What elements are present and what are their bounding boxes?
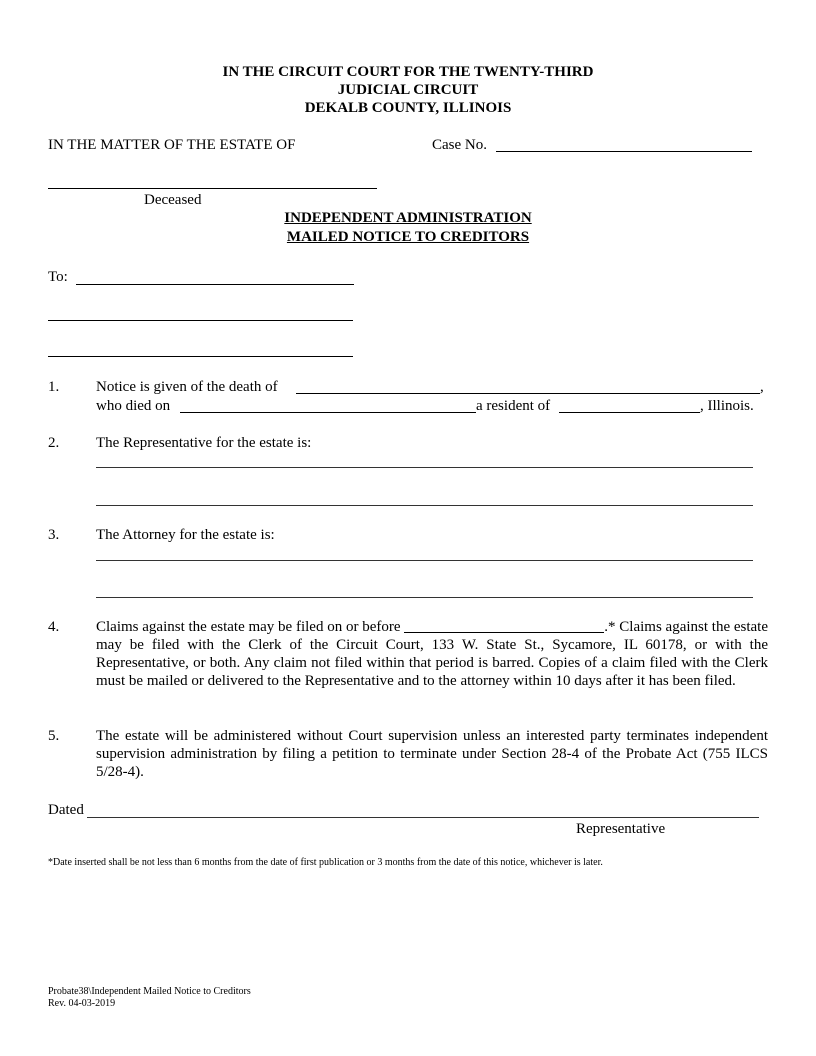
attorney-field-2[interactable] (96, 597, 753, 598)
representative-field-2[interactable] (96, 505, 753, 506)
decedent-death-name-field[interactable] (296, 393, 760, 394)
estate-matter-label: IN THE MATTER OF THE ESTATE OF (48, 137, 296, 153)
item-1-illinois: , Illinois. (700, 398, 754, 414)
court-header-line2: JUDICIAL CIRCUIT (337, 82, 479, 98)
decedent-name-field[interactable] (48, 188, 377, 189)
item-2-text: The Representative for the estate is: (96, 435, 312, 451)
date-of-death-field[interactable] (180, 412, 476, 413)
case-no-label: Case No. (432, 137, 487, 153)
item-3-text: The Attorney for the estate is: (96, 527, 275, 543)
representative-label: Representative (576, 821, 666, 837)
item-5-number: 5. (48, 728, 60, 744)
to-name-field[interactable] (76, 284, 354, 285)
representative-field-1[interactable] (96, 467, 753, 468)
item-4-number: 4. (48, 619, 60, 635)
item-1-comma: , (760, 379, 764, 395)
attorney-field-1[interactable] (96, 560, 753, 561)
item-1-resident-label: a resident of (476, 398, 551, 414)
item-5-text: The estate will be administered without Court supervision unless an interested party terminates independent supervision administration by filing a petition to terminate under Section 28-4 of the Probate Act (755 ILCS 5/28-4). (96, 728, 768, 780)
item-4-text-pre: Claims against the estate may be filed on or before (96, 619, 401, 635)
residence-field[interactable] (559, 412, 700, 413)
item-4-paragraph (96, 618, 768, 690)
deceased-label: Deceased (144, 192, 202, 208)
item-1-text-b: who died on (96, 398, 171, 414)
date-footnote: *Date inserted shall be not less than 6 months from the date of first publication or 3 months from the date of this notice, whichever is later. (48, 857, 603, 868)
item-1-text-a: Notice is given of the death of (96, 379, 278, 395)
dated-label: Dated (48, 802, 84, 818)
to-address-field-2[interactable] (48, 356, 353, 357)
item-1-number: 1. (48, 379, 60, 395)
court-header-line3: DEKALB COUNTY, ILLINOIS (304, 100, 512, 116)
document-title-line1: INDEPENDENT ADMINISTRATION (284, 210, 532, 226)
court-header-line1: IN THE CIRCUIT COURT FOR THE TWENTY-THIRD (222, 64, 594, 80)
to-label: To: (48, 269, 68, 285)
to-address-field-1[interactable] (48, 320, 353, 321)
document-title-line2: MAILED NOTICE TO CREDITORS (286, 229, 530, 245)
dated-signature-field[interactable] (87, 817, 759, 818)
claims-date-field[interactable] (404, 618, 604, 633)
item-3-number: 3. (48, 527, 60, 543)
form-id-line1: Probate38\Independent Mailed Notice to Creditors (48, 986, 251, 997)
item-4-text-post: .* Claims against the estate may be filed with the Clerk of the Circuit Court, 133 W. State St., Sycamore, IL 60178, or with the Representative, or both. Any claim not filed within that period is barred. Copies of a claim filed with the Clerk must be mailed or delivered to the Representative and to the attorney within 10 days after it has been filed. (96, 619, 769, 689)
item-2-number: 2. (48, 435, 60, 451)
case-no-field[interactable] (496, 151, 752, 152)
form-revision: Rev. 04-03-2019 (48, 998, 116, 1009)
